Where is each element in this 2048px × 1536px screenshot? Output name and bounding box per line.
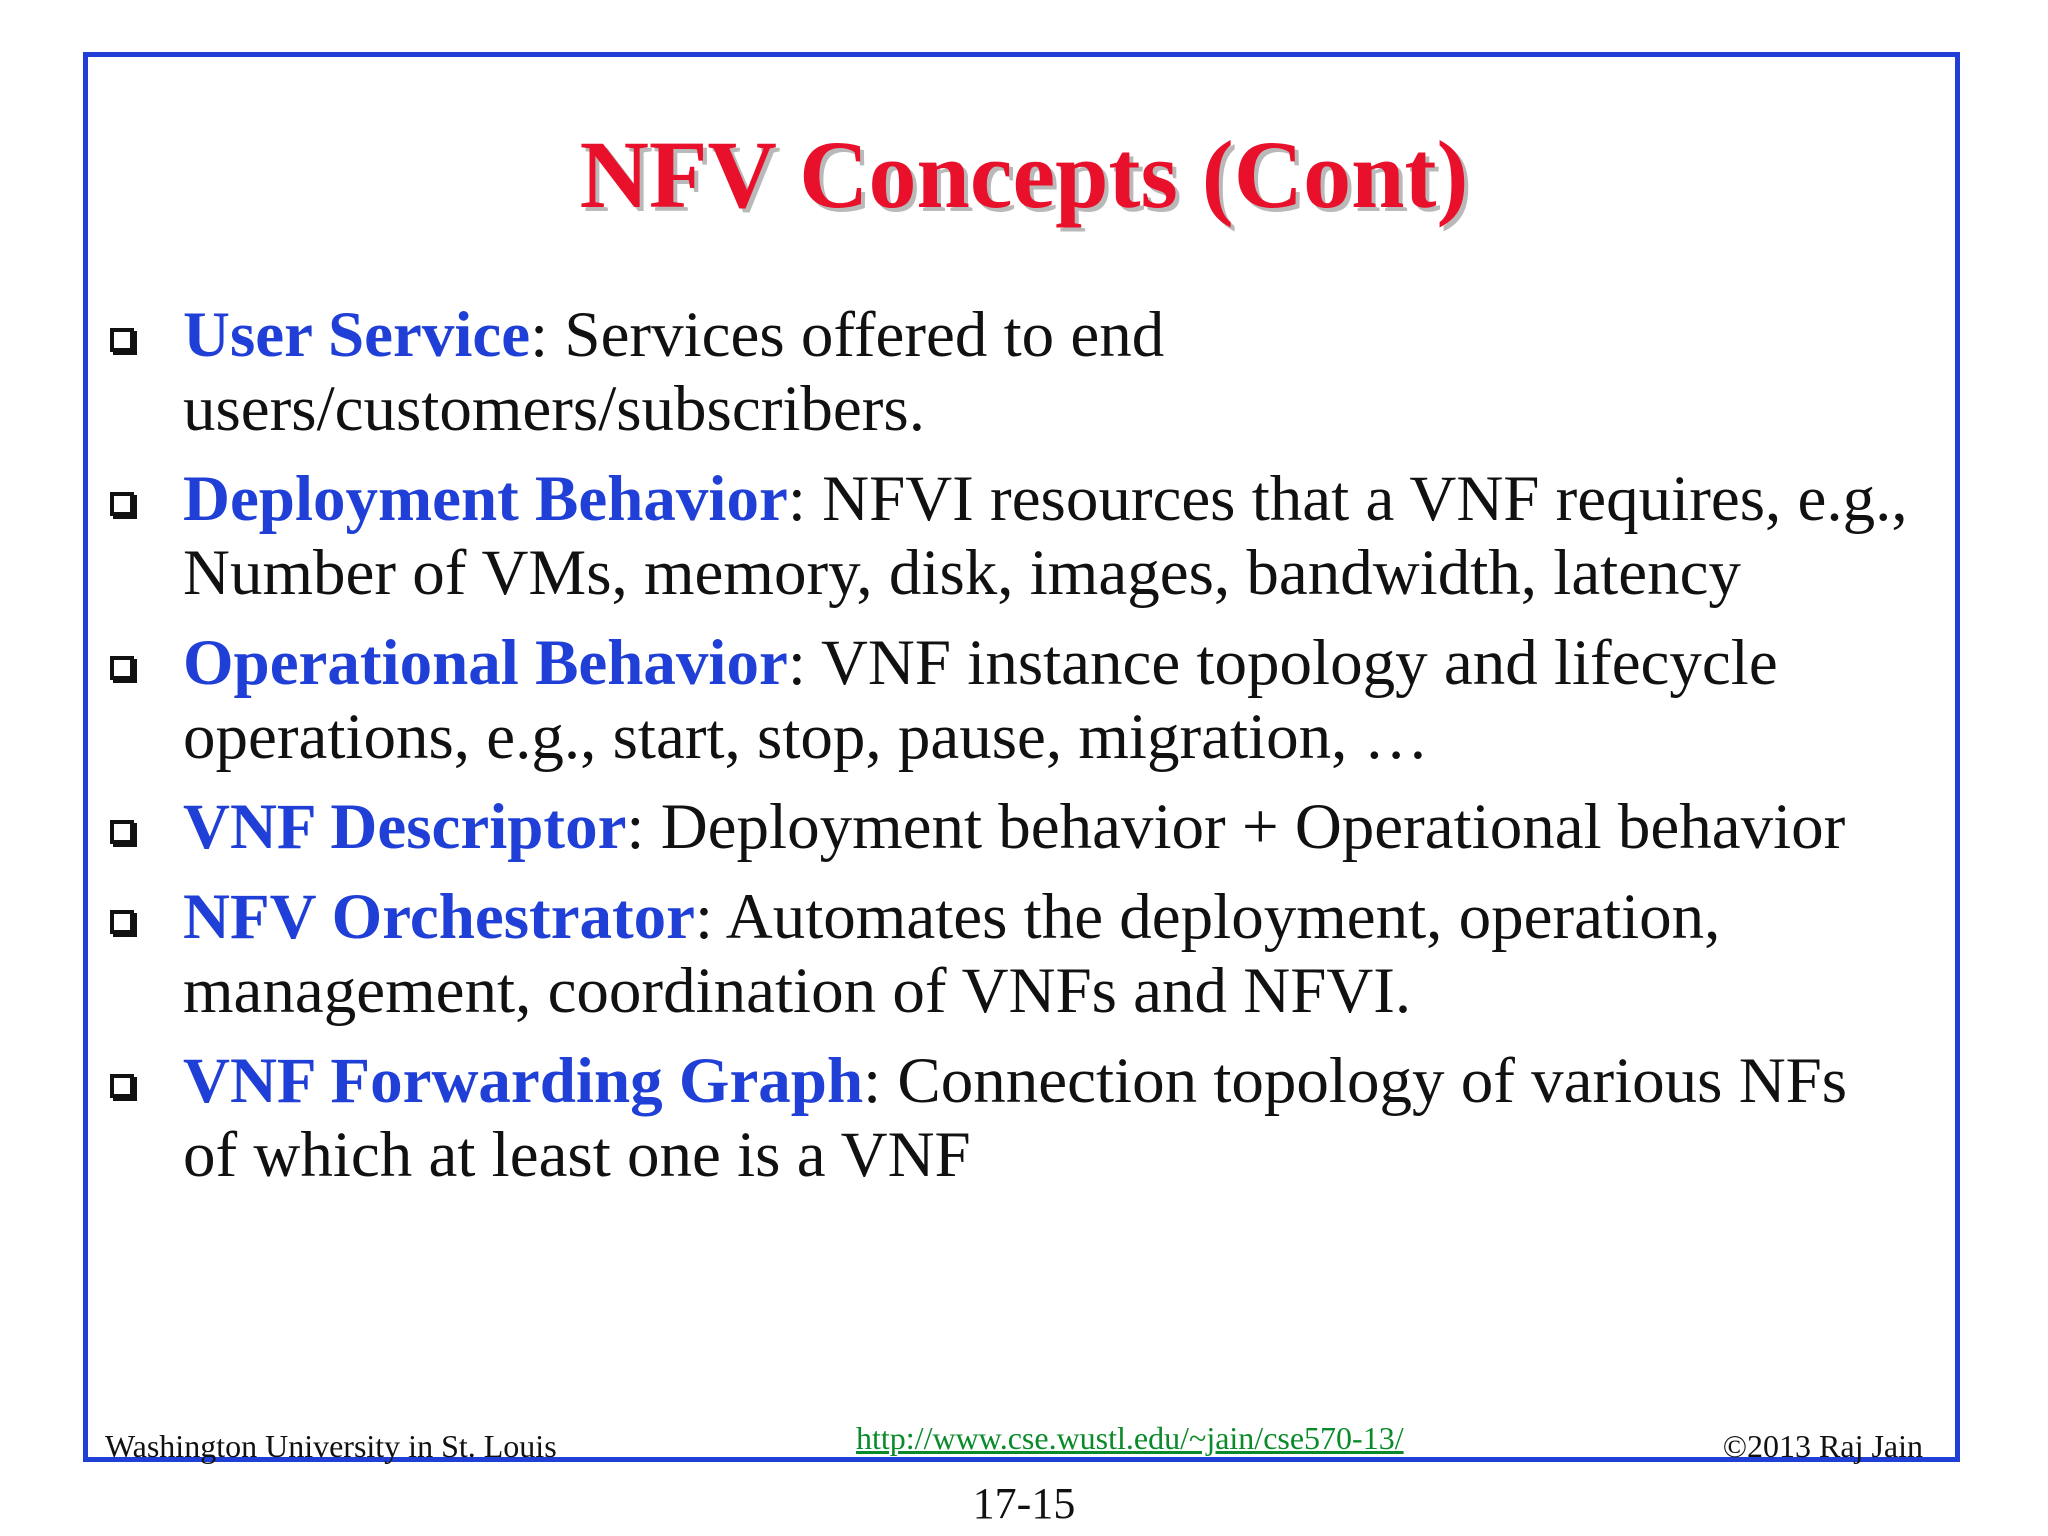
bullet-text: : Automates the deployment, operation, management, coordination of VNFs and NFVI. <box>183 881 1721 1027</box>
bullet-nfv-orchestrator <box>108 880 1908 1028</box>
square-bullet-icon <box>110 328 134 352</box>
bullet-user-service <box>108 298 1908 446</box>
square-bullet-icon <box>110 492 134 516</box>
bullet-text: : Deployment behavior + Operational behavior <box>626 791 1846 863</box>
bullet-term: VNF Forwarding Graph <box>183 1045 864 1117</box>
bullet-vnf-descriptor <box>108 790 1908 864</box>
footer-copyright: ©2013 Raj Jain <box>1722 1428 1923 1464</box>
footer-course-link[interactable]: http://www.cse.wustl.edu/~jain/cse570-13/ <box>856 1420 1404 1456</box>
bullet-term: VNF Descriptor <box>183 791 627 863</box>
square-bullet-icon <box>110 910 134 934</box>
bullet-text: : Connection topology of various NFs of which at least one is a VNF <box>183 1045 1848 1191</box>
bullet-text: : NFVI resources that a VNF requires, e.g., Number of VMs, memory, disk, images, bandwidth, latency <box>183 463 1908 609</box>
bullet-term: Deployment Behavior <box>183 463 788 535</box>
bullet-vnf-forwarding-graph <box>108 1044 1908 1192</box>
bullet-list <box>108 298 1908 1208</box>
bullet-text: : VNF instance topology and lifecycle operations, e.g., start, stop, pause, migration, … <box>183 627 1778 773</box>
square-bullet-icon <box>110 820 134 844</box>
footer-institution: Washington University in St. Louis <box>105 1428 557 1464</box>
square-bullet-icon <box>110 656 134 680</box>
bullet-term: Operational Behavior <box>183 627 788 699</box>
bullet-deployment-behavior <box>108 462 1908 610</box>
square-bullet-icon <box>110 1074 134 1098</box>
bullet-text: : Services offered to end users/customers/subscribers. <box>183 299 1165 445</box>
bullet-operational-behavior <box>108 626 1908 774</box>
bullet-term: User Service <box>183 299 531 371</box>
bullet-term: NFV Orchestrator <box>183 881 696 953</box>
page-number: 17-15 <box>972 1479 1076 1528</box>
slide-title: NFV Concepts (Cont) <box>579 121 1469 228</box>
